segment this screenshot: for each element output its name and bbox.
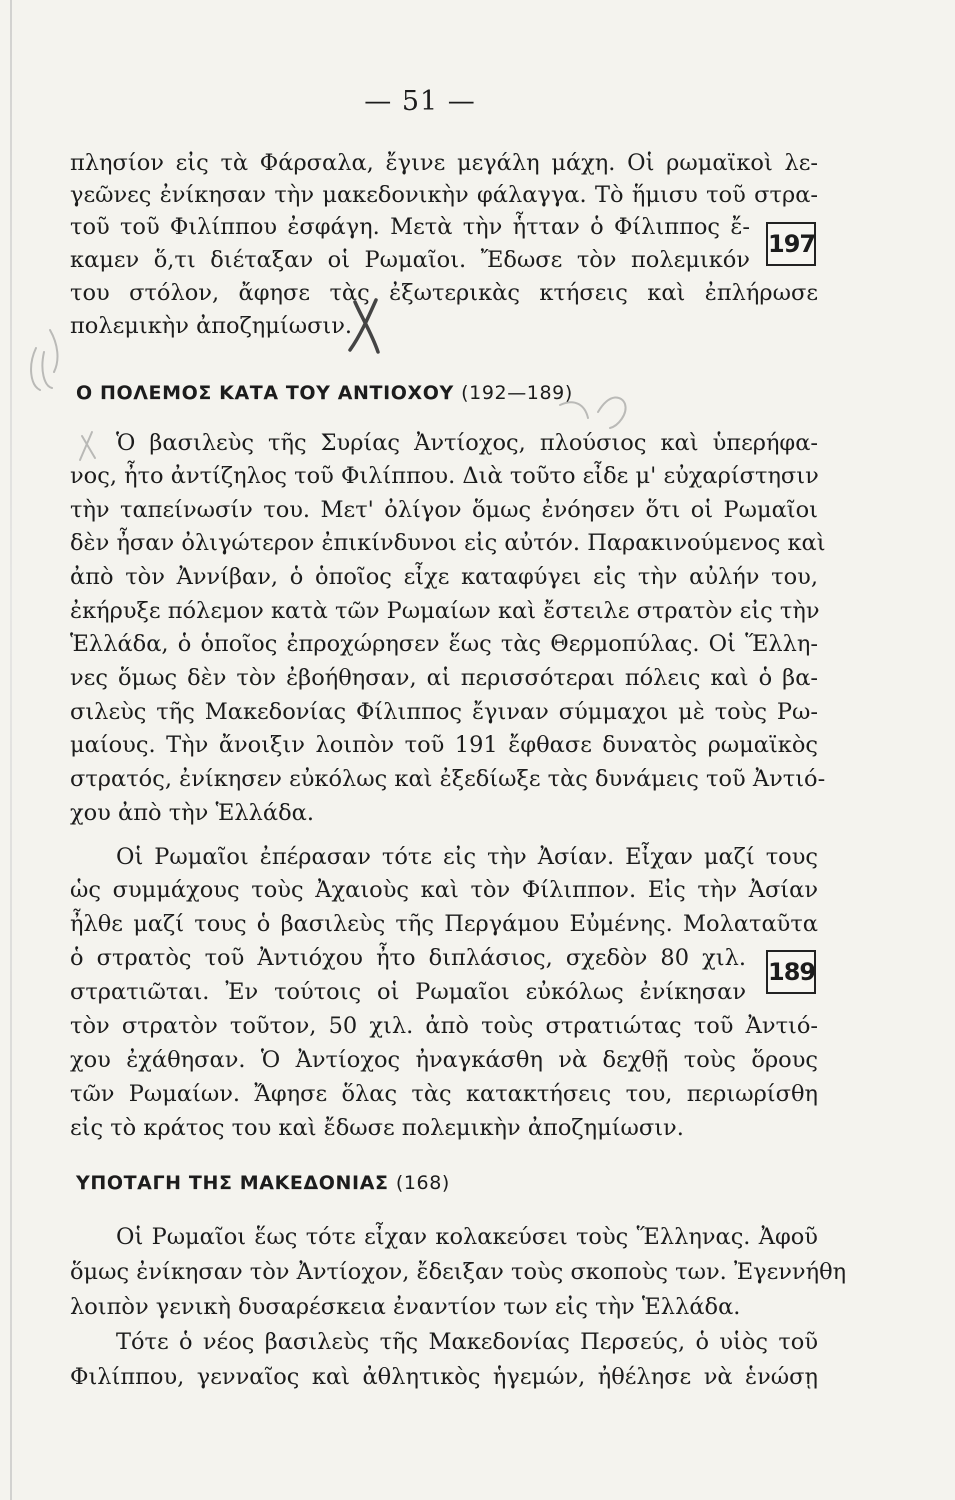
text-line: λοιπὸν γενικὴ δυσαρέσκεια ἐναντίον των εἰς τὴν Ἑλλάδα. xyxy=(70,1294,741,1320)
pencil-scribble-left xyxy=(31,330,57,390)
text-line: Ὁ βασιλεὺς τῆς Συρίας Ἀντίοχος, πλούσιος καὶ ὑπερήφα- xyxy=(116,430,818,456)
heading-years: (192—189) xyxy=(461,382,573,404)
text-line: Ἑλλάδα, ὁ ὁποῖος ἐπροχώρησεν ἕως τὰς Θερμοπύλας. Οἱ Ἕλλη- xyxy=(70,631,818,657)
text-line: ὡς συμμάχους τοὺς Ἀχαιοὺς καὶ τὸν Φίλιππον. Εἰς τὴν Ἀσίαν xyxy=(70,877,818,903)
margin-year-box: 189 xyxy=(766,950,816,994)
text-line: Οἱ Ρωμαῖοι ἐπέρασαν τότε εἰς τὴν Ἀσίαν. Εἶχαν μαζί τους xyxy=(116,844,818,870)
text-line: πολεμικὴν ἀποζημίωσιν. xyxy=(70,313,353,339)
text-line: νες ὅμως δὲν τὸν ἐβοήθησαν, αἱ περισσότεραι πόλεις καὶ ὁ βα- xyxy=(70,665,818,691)
text-line: τὴν ταπείνωσίν του. Μετ' ὀλίγον ὅμως ἐνόησεν ὅτι οἱ Ρωμαῖοι xyxy=(70,497,818,523)
page-number: — 51 — xyxy=(364,86,476,117)
text-line: ὁ στρατὸς τοῦ Ἀντιόχου ἦτο διπλάσιος, σχεδὸν 80 χιλ. xyxy=(70,945,746,971)
text-line: Φιλίππου, γενναῖος καὶ ἀθλητικὸς ἡγεμών, ἠθέλησε νὰ ἑνώσῃ xyxy=(70,1364,818,1390)
text-line: σιλεὺς τῆς Μακεδονίας Φίλιππος ἔγιναν σύμμαχοι μὲ τοὺς Ρω- xyxy=(70,699,818,725)
text-line: του στόλον, ἄφησε τὰς ἐξωτερικὰς κτήσεις καὶ ἐπλήρωσε xyxy=(70,280,818,306)
text-line: εἰς τὸ κράτος του καὶ ἔδωσε πολεμικὴν ἀποζημίωσιν. xyxy=(70,1115,684,1141)
text-line: τὸν στρατὸν τοῦτον, 50 χιλ. ἀπὸ τοὺς στρατιώτας τοῦ Ἀντιό- xyxy=(70,1013,818,1039)
text-line: ἦλθε μαζί τους ὁ βασιλεὺς τῆς Περγάμου Εὐμένης. Μολαταῦτα xyxy=(70,911,818,937)
heading-text: ΥΠΟΤΑΓΗ ΤΗΣ ΜΑΚΕΔΟΝΙΑΣ xyxy=(76,1172,389,1194)
heading-text: Ο ΠΟΛΕΜΟΣ ΚΑΤΑ ΤΟΥ ΑΝΤΙΟΧΟΥ xyxy=(76,382,454,404)
text-line: χου ἐχάθησαν. Ὁ Ἀντίοχος ἠναγκάσθη νὰ δεχθῇ τοὺς ὅρους xyxy=(70,1047,818,1073)
text-line: στρατιῶται. Ἐν τούτοις οἱ Ρωμαῖοι εὐκόλως ἐνίκησαν xyxy=(70,979,746,1005)
text-line: Τότε ὁ νέος βασιλεὺς τῆς Μακεδονίας Περσεύς, ὁ υἱὸς τοῦ xyxy=(116,1329,818,1355)
text-line: χου ἀπὸ τὴν Ἑλλάδα. xyxy=(70,800,314,826)
text-line: ἐκήρυξε πόλεμον κατὰ τῶν Ρωμαίων καὶ ἔστειλε στρατὸν εἰς τὴν xyxy=(70,598,820,624)
text-line: τῶν Ρωμαίων. Ἄφησε ὅλας τὰς κατακτήσεις του, περιωρίσθη xyxy=(70,1081,818,1107)
text-line: μαίους. Τὴν ἄνοιξιν λοιπὸν τοῦ 191 ἔφθασε δυνατὸς ρωμαϊκὸς xyxy=(70,732,818,758)
text-line: καμεν ὅ,τι διέταξαν οἱ Ρωμαῖοι. Ἔδωσε τὸν πολεμικόν xyxy=(70,247,750,273)
text-line: νος, ἦτο ἀντίζηλος τοῦ Φιλίππου. Διὰ τοῦτο εἶδε μ' εὐχαρίστησιν xyxy=(70,463,819,489)
heading-years: (168) xyxy=(395,1172,450,1194)
text-line: τοῦ τοῦ Φιλίππου ἐσφάγη. Μετὰ τὴν ἧτταν ὁ Φίλιππος ἔ- xyxy=(70,214,750,240)
text-line: στρατός, ἐνίκησεν εὐκόλως καὶ ἐξεδίωξε τὰς δυνάμεις τοῦ Ἀντιό- xyxy=(70,766,826,792)
text-line: ὅμως ἐνίκησαν τὸν Ἀντίοχον, ἔδειξαν τοὺς σκοποὺς των. Ἐγεννήθη xyxy=(70,1259,847,1285)
section-heading xyxy=(76,382,573,404)
text-line: ἀπὸ τὸν Ἀννίβαν, ὁ ὁποῖος εἶχε καταφύγει εἰς τὴν αὐλήν του, xyxy=(70,564,818,590)
text-line: γεῶνες ἐνίκησαν τὴν μακεδονικὴν φάλαγγα. Τὸ ἥμισυ τοῦ στρα- xyxy=(70,182,818,208)
text-line: Οἱ Ρωμαῖοι ἕως τότε εἶχαν κολακεύσει τοὺς Ἕλληνας. Ἀφοῦ xyxy=(116,1224,818,1250)
text-line: δὲν ἦσαν ὀλιγώτερον ἐπικίνδυνοι εἰς αὐτόν. Παρακινούμενος καὶ xyxy=(70,530,826,556)
text-line: πλησίον εἰς τὰ Φάρσαλα, ἔγινε μεγάλη μάχη. Οἱ ρωμαϊκοὶ λε- xyxy=(70,150,818,176)
section-heading xyxy=(76,1172,450,1194)
margin-year-box: 197 xyxy=(766,222,816,266)
